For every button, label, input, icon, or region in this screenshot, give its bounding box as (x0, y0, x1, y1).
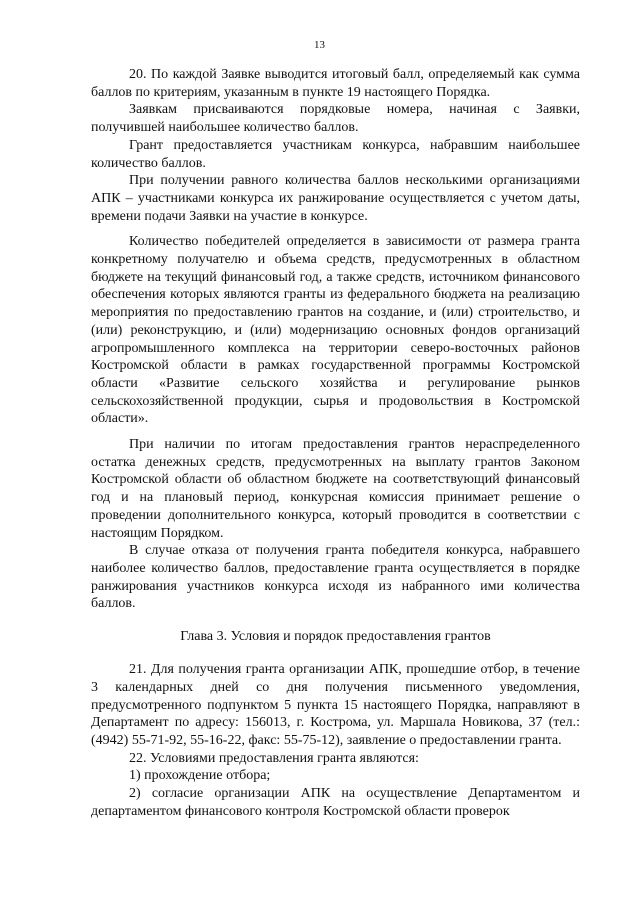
paragraph-winners-count: Количество победителей определяется в зависимости от размера гранта конкретному получателю и объема средств, предусмотренных в областном бюджете на текущий финансовый год, а также средств, источником финансового обеспечения которых являются гранты из федерального бюджета на реализацию мероприятия по предоставлению грантов на создание, и (или) строительство, и (или) реконструкцию, и (или) модернизацию основных фондов организаций агропромышленного комплекса на территории северо-восточных районов Костромской области в рамках государственной программы Костромской области «Развитие сельского хозяйства и регулирование рынков сельскохозяйственной продукции, сырья и продовольствия в Костромской области». (91, 234, 580, 427)
paragraph-21: 21. Для получения гранта организации АПК, прошедшие отбор, в течение 3 календарных дней со дня получения письменного уведомления, предусмотренного подпунктом 5 пункта 15 настоящего Порядка, направляют в Департамент по адресу: 156013, г. Кострома, ул. Маршала Новикова, 37 (тел.: (4942) 55-71-92, 55-16-22, факс: 55-75-12), заявление о предоставлении гранта. (91, 662, 580, 748)
paragraph-refusal: В случае отказа от получения гранта победителя конкурса, набравшего наиболее количество баллов, предоставление гранта осуществляется в порядке ранжирования участников конкурса исходя из набранного ими количества баллов. (91, 543, 580, 612)
paragraph-20: 20. По каждой Заявке выводится итоговый балл, определяемый как сумма баллов по критериям, указанным в пункте 19 настоящего Порядка. (91, 67, 580, 100)
paragraph-equal-score: При получении равного количества баллов несколькими организациями АПК – участниками конкурса их ранжирование осуществляется с учетом даты, времени подачи Заявки на участие в конкурсе. (91, 173, 580, 224)
paragraph-22: 22. Условиями предоставления гранта являются: (129, 750, 419, 766)
chapter-heading: Глава 3. Условия и порядок предоставления грантов (180, 629, 491, 645)
condition-item-2: 2) согласие организации АПК на осуществление Департаментом и департаментом финансового контроля Костромской области проверок (91, 786, 580, 819)
paragraph-numbering: Заявкам присваиваются порядковые номера, начиная с Заявки, получившей наибольшее количество баллов. (91, 102, 580, 136)
page-number: 13 (314, 39, 325, 51)
condition-item-1: 1) прохождение отбора; (129, 768, 271, 784)
paragraph-grant-award: Грант предоставляется участникам конкурса, набравшим наибольшее количество баллов. (91, 137, 580, 171)
document-body (91, 66, 580, 820)
paragraph-additional-contest: При наличии по итогам предоставления грантов нераспределенного остатка денежных средств, предусмотренных на выплату грантов Законом Костромской области об областном бюджете на соответствующий финансовый год и на плановый период, конкурсная комиссия принимает решение о проведении дополнительного конкурса, который проводится в соответствии с настоящим Порядком. (91, 437, 580, 541)
